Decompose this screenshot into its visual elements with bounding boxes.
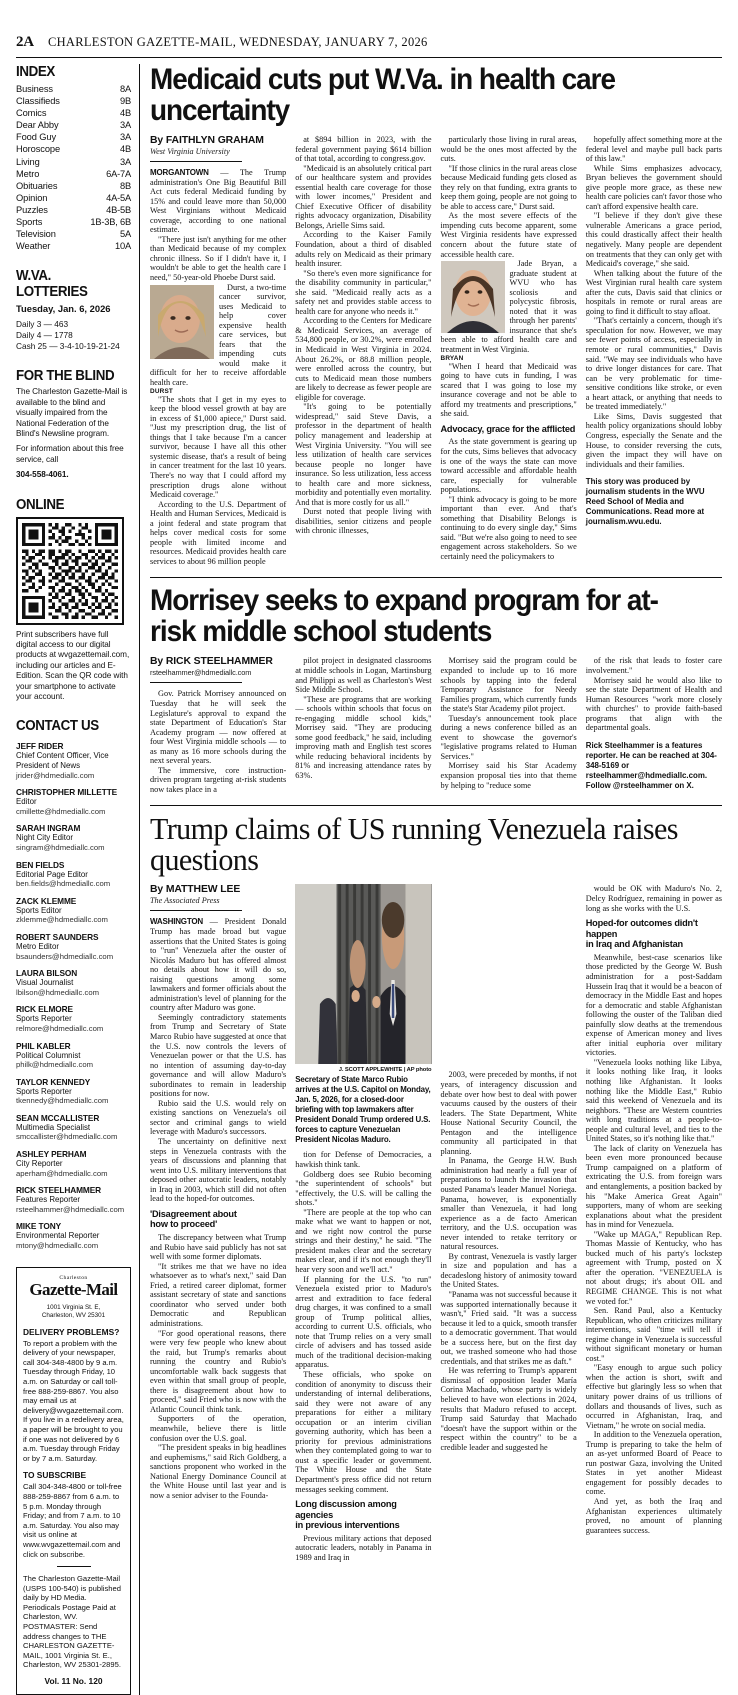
index-block	[16, 64, 131, 252]
story-paragraph: Supporters of the operation, meanwhile, believe there is little confusion over the U.S. goal.	[150, 1414, 287, 1443]
byline-credit-venezuela: The Associated Press	[150, 896, 220, 906]
story-paragraph: "The shots that I get in my eyes to keep the blood vessel growth at bay are in excess of $1,000 apiece," Durst said. "Just my prescription drug, the list of things that I take because I'm a cancer survivor, because I have all this other systemic disease, that's a result of being in cancer treatment for the last 10 years. There's no way that I could afford my prescription drugs alone without Medicaid coverage."	[150, 394, 287, 500]
masthead	[0, 0, 738, 55]
index-row[interactable]	[16, 228, 131, 240]
address-line-2: Charleston, WV 25301	[41, 1311, 106, 1319]
index-label: Horoscope	[16, 144, 61, 155]
story-paragraph: Morrisey said his Star Academy expansion proposal ties into that theme by helping to "reduce some	[440, 761, 577, 790]
dateline: MORGANTOWN	[150, 168, 209, 177]
byline-rule	[150, 910, 242, 911]
staff-email[interactable]: ben.fields@hdmediallc.com	[16, 879, 111, 889]
staff-email[interactable]: zklemme@hdmediallc.com	[16, 915, 108, 925]
medicaid-tagline: This story was produced by journalism students in the WVU Reed School of Media and Communications. Read more at journalism.wvu.edu.	[585, 477, 705, 527]
index-row[interactable]	[16, 156, 131, 168]
photo-caption: Secretary of State Marco Rubio arrives at the U.S. Capitol on Monday, Jan. 5, 2026, for a closed-door briefing with top lawmakers after President Donald Trump ordered U.S. forces to capture Venezuelan President Nicolas Maduro.	[295, 1075, 431, 1145]
story-paragraph: Morrisey said the program could be expanded to include up to 16 more schools by tapping into the federal Temporary Assistance for Needy Families program, which currently funds the state's Star Academy pilot project.	[440, 656, 577, 714]
left-rail	[16, 64, 140, 1695]
volume-number: Vol. 11 No. 120	[44, 1676, 103, 1687]
medicaid-col-3	[441, 135, 577, 566]
story-area	[140, 64, 722, 1695]
story-paragraph: And yet, as both the Iraq and Afghanistan experiences ultimately proved, no amount of planning guarantees success.	[585, 1497, 722, 1535]
story-paragraph: Seemingly contradictory statements from Trump and Secretary of State Marco Rubio have suggested at once that the U.S. now controls the levers of Venezuelan power or that the U.S. has no intention of assuming day-to-day governance and will allow Maduro's subordinates to remain in leadership positions for now.	[150, 1012, 287, 1099]
page-folio: 2A	[16, 34, 34, 50]
staff-name: ASHLEY PERHAM	[16, 1149, 87, 1160]
staff-email[interactable]: jrider@hdmediallc.com	[16, 770, 95, 780]
subscription-info-box	[16, 1267, 131, 1695]
story-paragraph: "These are programs that are working — schools within schools that focus on re-engaging middle school kids," Morrisey said. "They are producing some good feedback," he said, including improving math and English test scores while reducing behavioral incidents by 81% and increasing attendance rates by 63%.	[295, 694, 432, 780]
blind-body: The Charleston Gazette-Mail is available to the blind and visually impaired from the National Federation of the Blind's Newsline program.	[16, 387, 128, 438]
index-page: 3A	[120, 120, 131, 131]
staff-name: CHRISTOPHER MILLETTE	[16, 787, 118, 798]
delivery-body: To report a problem with the delivery of your newspaper, call 304-348-4800 by 9 a.m. Tuesday through Friday, 10 a.m. on Saturday or call toll-free 888-259-8867. You also may email us at delivery@wvgazettemail.com. If you live in a redelivery area, a paper will be brought to you if one was not delivered by 6 a.m. Tuesday through Friday or by 7 a.m. Saturday.	[23, 1338, 124, 1463]
index-label: Comics	[16, 108, 47, 119]
rubio-photo	[295, 884, 431, 1064]
index-label: Business	[16, 84, 53, 94]
headline-medicaid: Medicaid cuts put W.Va. in health care uncertainty	[150, 63, 616, 127]
story-paragraph: Jade Bryan, a graduate student at WVU who has scoliosis and polycystic fibrosis, noted that it was through her parents' insurance that she's been able to afford health care and treatment in West Virginia.	[440, 259, 577, 355]
durst-photo-caption: DURST	[150, 387, 174, 395]
staff-email[interactable]: relmore@hdmediallc.com	[16, 1023, 104, 1033]
staff-email[interactable]: bsaunders@hdmediallc.com	[16, 951, 114, 961]
index-label: Obituaries	[16, 180, 58, 191]
index-row[interactable]	[16, 95, 131, 107]
story-paragraph: As the most severe effects of the impending cuts become apparent, some West Virginia residents have expressed concern about the future state of accessible health care.	[440, 211, 577, 259]
dateline: WASHINGTON	[150, 917, 203, 927]
staff-name: ZACK KLEMME	[16, 895, 77, 906]
story-paragraph: Rubio said the U.S. would rely on existing sanctions on Venezuela's oil sector and criminal gangs to wield leverage with Maduro's successors.	[150, 1098, 287, 1137]
subscribe-body: Call 304-348-4800 or toll-free 888-259-8867 from 6 a.m. to 5 p.m. Monday through Friday; and from 7 a.m. to 10 a.m. Saturday. You also may visit us online at www.wvgazettemail.com and click on subscribe.	[23, 1482, 122, 1559]
story-paragraph: Sen. Rand Paul, also a Kentucky Republican, who often criticizes military interventions, said "time will tell if regime change in Venezuela is successful without significant monetary or human cost."	[585, 1306, 722, 1363]
story-paragraph: Durst, a two-time cancer survivor, uses Medicaid to help cover expensive health care services, but fears that the impending cuts would make it difficult for her to receive affordable health care.	[150, 282, 287, 388]
story-paragraph: "Medicaid is an absolutely critical part of our healthcare system and provides essential health care coverage for those with lower incomes," President and Chief Executive Officer of disability rights advocacy organization, Disability Belongs, Arielle Sims said.	[295, 163, 432, 230]
byline-venezuela: By MATTHEW LEE	[150, 884, 241, 896]
byline-medicaid: By FAITHLYN GRAHAM	[150, 135, 264, 146]
online-block	[16, 497, 131, 703]
index-page: 8B	[120, 180, 131, 191]
staff-entry	[16, 1185, 131, 1214]
publication-line: CHARLESTON GAZETTE-MAIL, WEDNESDAY, JANUARY 7, 2026	[47, 35, 428, 49]
story-paragraph: "It's going to be potentially widespread," said Steve Davis, a professor in the department of health policy management and leadership at West Virginia University. "You will see less utilization of health care services because people no longer have insurance. So less utilization, less access to health care and more sickness, morbidity and potentially even mortality. And that is more costly for us all."	[295, 402, 432, 507]
staff-title: Night City Editor	[16, 833, 74, 843]
story-paragraph: Meanwhile, best-case scenarios like those predicted by the George W. Bush administration for a post-Saddam Hussein Iraq that it would be a beacon of democracy in the Middle East and hopes for a democratic and stable Afghanistan following the ouster of the Taliban died painfully slow deaths at the tremendous expense of American money and lives after initial euphoria over military victories.	[585, 952, 722, 1058]
staff-title: Metro Editor	[16, 941, 59, 951]
staff-title: City Reporter	[16, 1159, 63, 1169]
staff-title: Sports Reporter	[16, 1086, 72, 1096]
index-page: 5A	[120, 229, 131, 240]
staff-email[interactable]: smccallister@hdmediallc.com	[16, 1132, 118, 1142]
staff-email[interactable]: cmillette@hdmediallc.com	[16, 806, 106, 816]
story-paragraph: The uncertainty on definitive next steps in Venezuela contrasts with the years of discussions and planning that went into U.S. military interventions that deposed other autocratic leaders, notably in Iraq in 2003, which still did not often lead to the hoped-for outcomes.	[150, 1137, 287, 1204]
staff-email[interactable]: aperham@hdmediallc.com	[16, 1168, 108, 1178]
morrisey-col-4	[586, 656, 722, 794]
staff-title: Sports Reporter	[16, 1014, 72, 1024]
index-page: 4B	[120, 144, 131, 155]
staff-name: RICK STEELHAMMER	[16, 1185, 102, 1196]
bryan-photo	[441, 261, 505, 333]
blind-body2: For information about this free service, call	[16, 444, 124, 464]
story-paragraph: The immersive, core instruction-driven program targeting at-risk students now takes place in a	[150, 765, 287, 794]
staff-name: SARAH INGRAM	[16, 823, 81, 834]
story-paragraph: "When I heard that Medicaid was going to have cuts in funding, I was scared that I was going to lose my insurance coverage and not be able to afford my treatments and prescriptions," she said.	[440, 361, 577, 419]
story-paragraph: Like Sims, Davis suggested that health policy organizations should lobby Congress, especially the Senate and the House, to consider reversing the cuts, given the impact they will have on individuals and their families.	[585, 411, 722, 469]
staff-entry	[16, 1077, 131, 1106]
morrisey-col-2	[295, 656, 431, 794]
story-paragraph: In addition to the Venezuela operation, Trump is preparing to take the helm of an as-yet unformed Board of Peace to run postwar Gaza, involving the United States in yet another Mideast engagement for possibly decades to come.	[585, 1430, 722, 1497]
story-paragraph: Tuesday's announcement took place during a news conference billed as an event to showcase the governor's "legislative programs related to Human Services."	[440, 713, 577, 761]
index-page: 3A	[120, 132, 131, 143]
index-row[interactable]	[16, 119, 131, 131]
index-row[interactable]	[16, 216, 131, 228]
story-paragraph: He was referring to Trump's apparent dismissal of opposition leader María Corina Machado, whose party is widely believed to have won elections in 2024, results that Maduro refused to accept. Trump said Saturday that Machado "doesn't have the support within or the respect within the country" to be a credible leader and suggested he	[440, 1366, 577, 1452]
staff-entry	[16, 741, 131, 780]
byline-credit-medicaid: West Virginia University	[150, 147, 230, 156]
story-paragraph: Previous military actions that deposed autocratic leaders, notably in Panama in 1989 and Iraq in	[295, 1533, 432, 1562]
staff-entry	[16, 932, 131, 961]
index-label: Sports	[16, 217, 43, 228]
story-paragraph: The lack of clarity on Venezuela has been even more pronounced because Trump campaigned on a platform of extricating the U.S. from foreign wars and entanglements, a position backed by his "Make America Great Again" supporters, many of whom are seeking explanations about what the president has in mind for Venezuela.	[585, 1143, 722, 1230]
staff-title: Environmental Reporter	[16, 1231, 100, 1241]
story-paragraph: at $894 billion in 2023, with the federal government paying $614 billion of that total, according to congress.gov.	[295, 135, 432, 164]
staff-name: RICK ELMORE	[16, 1004, 73, 1015]
story-paragraph: particularly those living in rural areas, would be the ones most affected by the cuts.	[440, 135, 577, 164]
story-medicaid	[150, 64, 722, 570]
index-row[interactable]	[16, 131, 131, 143]
qr-code-icon[interactable]	[16, 517, 124, 625]
index-label: Dear Abby	[16, 120, 59, 131]
staff-email[interactable]: mtony@hdmediallc.com	[16, 1241, 99, 1251]
story-paragraph: In Panama, the George H.W. Bush administration had nearly a full year of preparations to launch the invasion that ousted Panama's leader Manuel Noriega. Panama, however, is exponentially smaller than Venezuela, it had long experience as a de facto American territory, and the U.S. occupation was never intended to retake territory or natural resources.	[440, 1156, 577, 1252]
bryan-photo-caption: BRYAN	[440, 354, 464, 362]
story-morrisey	[150, 577, 722, 798]
venezuela-col-3	[441, 884, 577, 1562]
story-paragraph: According to the Centers for Medicare & Medicaid Services, an average of 534,800 people, or 30.2%, were enrolled in Medicaid in West Virginia in 2024. About 26.2%, or 88.8 million people, were enrolled across the country, but cuts to Medicaid mean those numbers are likely to decrease as fewer people are eligible for coverage.	[295, 316, 432, 402]
index-label: Opinion	[16, 192, 48, 203]
staff-email[interactable]: lbilson@hdmediallc.com	[16, 987, 100, 997]
byline-rule	[150, 682, 242, 683]
story-paragraph: According to the Kaiser Family Foundation, about a third of disabled adults rely on Medicaid as their primary health insurer.	[295, 230, 432, 269]
subscribe-title: TO SUBSCRIBE	[23, 1470, 87, 1481]
story-paragraph: "The president speaks in big headlines and euphemisms," said Rich Goldberg, a sanctions proponent who worked in the National Energy Dominance Council at the White House until last year and is now a senior adviser to the Founda-	[150, 1443, 287, 1500]
index-row[interactable]	[16, 192, 131, 204]
index-row[interactable]	[16, 168, 131, 180]
index-page: 4B-5B	[106, 204, 131, 215]
staff-email[interactable]: rsteelhammer@hdmediallc.com	[16, 1204, 125, 1214]
staff-name: BEN FIELDS	[16, 859, 65, 870]
story-paragraph: "There just isn't anything for me other than Medicaid because of my complex chronic illness. So if I didn't have it, I wouldn't be able to get the health care I need," 50-year-old Phoebe Durst said.	[150, 234, 287, 283]
index-page: 6A-7A	[106, 168, 131, 179]
story-paragraph: "Wake up MAGA," Republican Rep. Thomas Massie of Kentucky, who has bucked much of his party's lockstep agreement with Trump, posted on X after the operation. "VENEZUELA is not about drugs; it's about OIL and REGIME CHANGE. This is not what we voted for."	[585, 1229, 722, 1306]
index-page: 10A	[115, 241, 131, 252]
index-row[interactable]	[16, 143, 131, 155]
story-paragraph: 2003, were preceded by months, if not years, of interagency discussion and debate over how best to deal with power vacuums caused by the ousters of their leaders. The State Department, White House National Security Council, the Pentagon and the intelligence community all participated in that planning.	[440, 1070, 577, 1156]
index-page: 4B	[120, 108, 131, 119]
staff-title: Sports Editor	[16, 905, 62, 915]
index-label: Classifieds	[16, 96, 60, 107]
staff-email[interactable]: tkennedy@hdmediallc.com	[16, 1096, 109, 1106]
blind-title: FOR THE BLIND	[16, 368, 115, 385]
story-subhead: 'Disagreement about how to proceed'	[150, 1208, 237, 1230]
morrisey-tagline: Rick Steelhammer is a features reporter. He can be reached at 304-348-5169 or rsteelhammer@hdmediallc.com. Follow @rsteelhammer on X.	[585, 740, 717, 790]
byline-rule	[150, 161, 242, 162]
story-paragraph: "For good operational reasons, there were very few people who knew about the raid, but Trump's remarks about running the country and Rubio's uncomfortable walk back suggests that even within that small group of people, there is disagreement about how to proceed," said Fried who is now with the Atlantic Council think tank.	[150, 1328, 287, 1414]
index-label: Food Guy	[16, 132, 57, 143]
story-paragraph: "So there's even more significance for the disability community in particular," she said. "Medicaid really acts as a safety net and provides stable access to health care for anyone who needs it."	[295, 268, 432, 316]
staff-name: SEAN MCCALLISTER	[16, 1112, 100, 1123]
staff-name: LAURA BILSON	[16, 968, 78, 979]
staff-title: Political Columnist	[16, 1050, 81, 1060]
medicaid-col-2	[295, 135, 431, 566]
story-subhead: Hoped-for outcomes didn't happen in Iraq and Afghanistan	[585, 918, 698, 950]
contact-title: CONTACT US	[16, 718, 99, 735]
staff-title: Features Reporter	[16, 1195, 81, 1205]
staff-email[interactable]: singram@hdmediallc.com	[16, 842, 105, 852]
story-paragraph: "Venezuela looks nothing like Libya, it looks nothing like Iraq, it looks nothing like Afghanistan. It looks nothing like the Middle East," Rubio said this weekend of Venezuela and its neighbors. "These are Western countries with long traditions at a people-to-people and cultural level, and ties to the United States, so it's nothing like that."	[585, 1057, 722, 1144]
index-page: 4A-5A	[106, 192, 131, 203]
staff-entry	[16, 1113, 131, 1142]
staff-entry	[16, 1004, 131, 1033]
story-subhead: Long discussion among agencies in previous interventions	[295, 1499, 400, 1531]
story-paragraph: "Easy enough to argue such policy when the action is short, swift and effective but glaringly less so when that unitary power drains of us trillions of dollars and thousands of lives, such as occurred in Afghanistan, Iraq, and Vietnam," he wrote on social media.	[585, 1363, 722, 1430]
address-line-1: 1001 Virginia St. E,	[46, 1303, 101, 1311]
staff-entry	[16, 1149, 131, 1178]
index-label: Living	[16, 156, 40, 167]
story-paragraph: "It strikes me that we have no idea whatsoever as to what's next," said Dan Fried, a retired career diplomat, former assistant secretary of state and sanctions coordinator who served under both Democratic and Republican administrations.	[150, 1261, 287, 1328]
story-paragraph: tion for Defense of Democracies, a hawkish think tank.	[295, 1150, 432, 1169]
index-page: 8A	[120, 84, 131, 94]
logo-kicker: Charleston	[59, 1274, 88, 1281]
gazette-mail-logo	[23, 1275, 124, 1299]
story-paragraph: "There are people at the top who can make what we want to happen or not, and we right now control the purse strings and their destiny," he said. "The president makes clear and the secretary makes clear, and if it's not enough they'll hear very soon and we'll act."	[295, 1207, 432, 1274]
story-venezuela	[150, 805, 722, 1566]
index-row[interactable]	[16, 204, 131, 216]
staff-title: Visual Journalist	[16, 978, 74, 988]
story-paragraph: "I believe if they don't give these vulnerable Americans a grace period, this could drastically affect their health negatively. Many people are dependent on treatments that they can only get with Medicaid's coverage," she said.	[585, 211, 722, 269]
staff-name: MIKE TONY	[16, 1221, 62, 1232]
legal-notice: The Charleston Gazette-Mail (USPS 100-540) is published daily by HD Media. Periodicals Postage Paid at Charleston, WV. POSTMASTER: Send address changes to THE CHARLESTON GAZETTE-MAIL, 1001 Virginia St. E., Charleston, WV 25301-2895.	[23, 1574, 121, 1670]
index-title: INDEX	[16, 64, 55, 80]
staff-name: ROBERT SAUNDERS	[16, 931, 99, 942]
morrisey-col-3	[441, 656, 577, 794]
story-paragraph: would be OK with Maduro's No. 2, Delcy Rodríguez, remaining in power as long as she works with the U.S.	[585, 884, 722, 913]
index-row[interactable]	[16, 83, 131, 95]
byline-morrisey: By RICK STEELHAMMER	[150, 656, 273, 668]
staff-entry	[16, 860, 131, 889]
venezuela-col-1	[150, 884, 286, 1562]
blind-phone: 304-558-4061.	[16, 470, 69, 480]
staff-title: Editorial Page Editor	[16, 869, 88, 879]
lotteries-date: Tuesday, Jan. 6, 2026	[16, 303, 111, 315]
staff-name: PHIL KABLER	[16, 1040, 71, 1051]
index-page: 3A	[120, 156, 131, 167]
durst-photo	[150, 285, 214, 359]
story-paragraph: Morrisey said he would also like to see the state Department of Health and Human Resources "work more closely with churches" to provide faith-based programs that align with the departmental goals.	[585, 675, 722, 733]
story-paragraph: If planning for the U.S. "to run" Venezuela existed prior to Maduro's arrest and extradition to face federal drug charges, it was confined to a small group of Trump political allies, according to current U.S. officials, who note that Trump relies on a very small circle of advisers and has tossed aside much of the traditional decision-making apparatus.	[295, 1274, 432, 1370]
online-body: Print subscribers have full digital access to our digital products at wvgazettemail.com, including our articles and E-Edition. Scan the QR code with your smartphone to activate your account.	[16, 629, 130, 701]
story-subhead: Advocacy, grace for the afflicted	[440, 423, 576, 434]
story-paragraph: of the risk that leads to foster care involvement."	[585, 656, 722, 675]
venezuela-col-2	[295, 884, 431, 1562]
index-label: Television	[16, 229, 56, 240]
index-row[interactable]	[16, 107, 131, 119]
staff-entry	[16, 787, 131, 816]
story-paragraph: According to the U.S. Department of Health and Human Services, Medicaid is a joint federal and state program that helps cover medical costs for some people with limited income and resources. Medicaid provides health care services to about 96 million people	[150, 499, 287, 566]
story-paragraph: MORGANTOWN — The Trump administration's One Big Beautiful Bill Act cuts federal Medicaid funding by 15% and could leave more than 50,000 West Virginians without Medicaid coverage, according to one national estimate.	[150, 168, 287, 235]
story-paragraph: When talking about the future of the West Virginian rural health care system after the cuts, Davis said that clinics or hospitals in remote or rural areas are going to find it difficult to stay afloat.	[585, 268, 722, 316]
staff-name: TAYLOR KENNEDY	[16, 1076, 91, 1087]
story-paragraph: WASHINGTON — President Donald Trump has made broad but vague assertions that the United States is going to "run" Venezuela after the ouster of Nicolás Maduro but has offered almost no details about how it will do so, raising questions among some lawmakers and former officials about the administration's level of planning for the country after Maduro was gone.	[150, 917, 287, 1013]
byline-email-morrisey: rsteelhammer@hdmediallc.com	[150, 668, 252, 678]
logo-wordmark: Gazette-Mail	[29, 1279, 118, 1299]
staff-entry	[16, 1041, 131, 1070]
index-label: Metro	[16, 168, 40, 179]
index-page: 9B	[120, 96, 131, 107]
staff-title: Editor	[16, 797, 37, 807]
story-paragraph: Goldberg does see Rubio becoming "the superintendent of schools" but "effectively, the U.S. will be calling the shots."	[295, 1169, 432, 1208]
photo-credit: J. SCOTT APPLEWHITE | AP photo	[338, 1067, 432, 1074]
index-row[interactable]	[16, 240, 131, 252]
lotteries-block	[16, 268, 131, 352]
index-label: Weather	[16, 241, 51, 252]
index-row[interactable]	[16, 180, 131, 192]
story-paragraph: "I think advocacy is going to be more important than ever. And that's something that Disability Belongs is continuing to do every single day," Sims said. "But we're also going to need to see engagement across stakeholders. So we certainly need the policymakers to	[440, 494, 577, 562]
story-paragraph: The discrepancy between what Trump and Rubio have said publicly has not sat well with some former diplomats.	[150, 1233, 287, 1262]
divider	[57, 1566, 91, 1567]
story-paragraph: hopefully affect something more at the federal level and maybe pull back parts of this law."	[585, 135, 722, 164]
story-paragraph: These officials, who spoke on condition of anonymity to discuss their understanding of internal deliberations, said they were not aware of any preparations for either a military occupation or an interim civilian governing authority, which has been a priority for previous administrations when they contemplated going to war to oust a specific leader or government. The White House and the State Department's press office did not return messages seeking comment.	[295, 1370, 432, 1494]
delivery-title: DELIVERY PROBLEMS?	[23, 1326, 120, 1337]
online-title: ONLINE	[16, 496, 65, 513]
medicaid-col-4	[586, 135, 722, 566]
staff-entry	[16, 823, 131, 852]
staff-entry	[16, 1221, 131, 1250]
story-paragraph: While Sims emphasizes advocacy, Bryan believes the government should give people more grace, as these new health care policies can't favor those who can't afford expensive health care.	[585, 163, 722, 211]
story-paragraph: "That's certainly a concern, though it's speculation for now. However, we may see fewer points of access, especially in remote or rural communities," Davis said. "We may see individuals who have to drive longer distances for care. That can be very problematic for time-sensitive conditions like stroke, or even a heart attack, or anything that needs to be treated immediately."	[585, 316, 722, 412]
staff-name: JEFF RIDER	[16, 741, 64, 752]
index-page: 1B-3B, 6B	[90, 217, 131, 228]
staff-email[interactable]: philk@hdmediallc.com	[16, 1060, 94, 1070]
lotteries-title: W.VA. LOTTERIES	[16, 268, 88, 301]
lottery-draw: Daily 3 — 463	[16, 319, 69, 330]
venezuela-col-4	[586, 884, 722, 1562]
staff-entry	[16, 968, 131, 997]
lottery-draw: Cash 25 — 3-4-10-19-21-24	[16, 341, 120, 352]
index-label: Puzzles	[16, 204, 48, 215]
morrisey-col-1	[150, 656, 286, 794]
story-paragraph: "If those clinics in the rural areas close because Medicaid funding gets closed as they rely on that funding, extra grants to keep them going, people are not going to be able to access care," Durst said.	[440, 163, 577, 211]
staff-entry	[16, 896, 131, 925]
headline-morrisey: Morrisey seeks to expand program for at-risk middle school students	[150, 584, 658, 649]
story-paragraph: pilot project in designated classrooms at middle schools in Logan, Martinsburg and Philippi as well as Charleston's West Side Middle School.	[295, 656, 432, 695]
story-paragraph: "Panama was not successful because it was supported internationally because it wasn't," Fried said. "It was a success because it led to a quick, smooth transfer to a democratic government. That would be a success here, but on the first day out, we trashed someone who had those credentials, and that strikes me as daft."	[440, 1290, 577, 1366]
for-the-blind-block	[16, 368, 131, 480]
contact-us-block	[16, 718, 131, 1250]
lottery-draw: Daily 4 — 1778	[16, 330, 73, 341]
story-paragraph: As the state government is gearing up for the cuts, Sims believes that advocacy is one of the ways the state can move toward accessible and affordable health care, especially for vulnerable populations.	[440, 437, 577, 495]
story-paragraph: By contrast, Venezuela is vastly larger in size and population and has a decadeslong history of animosity toward the United States.	[440, 1251, 577, 1290]
headline-venezuela: Trump claims of US running Venezuela raises questions	[150, 811, 678, 878]
story-paragraph: Gov. Patrick Morrisey announced on Tuesday that he will seek the Legislature's approval to expand the state Department of Education's Star Academy program — now offered at four West Virginia middle schools — to as many as 16 more schools during the next several years.	[150, 689, 287, 766]
story-paragraph: Durst noted that people living with disabilities, senior citizens and people with chronic illnesses,	[295, 507, 432, 536]
staff-title: Chief Content Officer, Vice President of News	[16, 751, 109, 770]
staff-title: Multimedia Specialist	[16, 1122, 91, 1132]
medicaid-col-1	[150, 135, 286, 566]
